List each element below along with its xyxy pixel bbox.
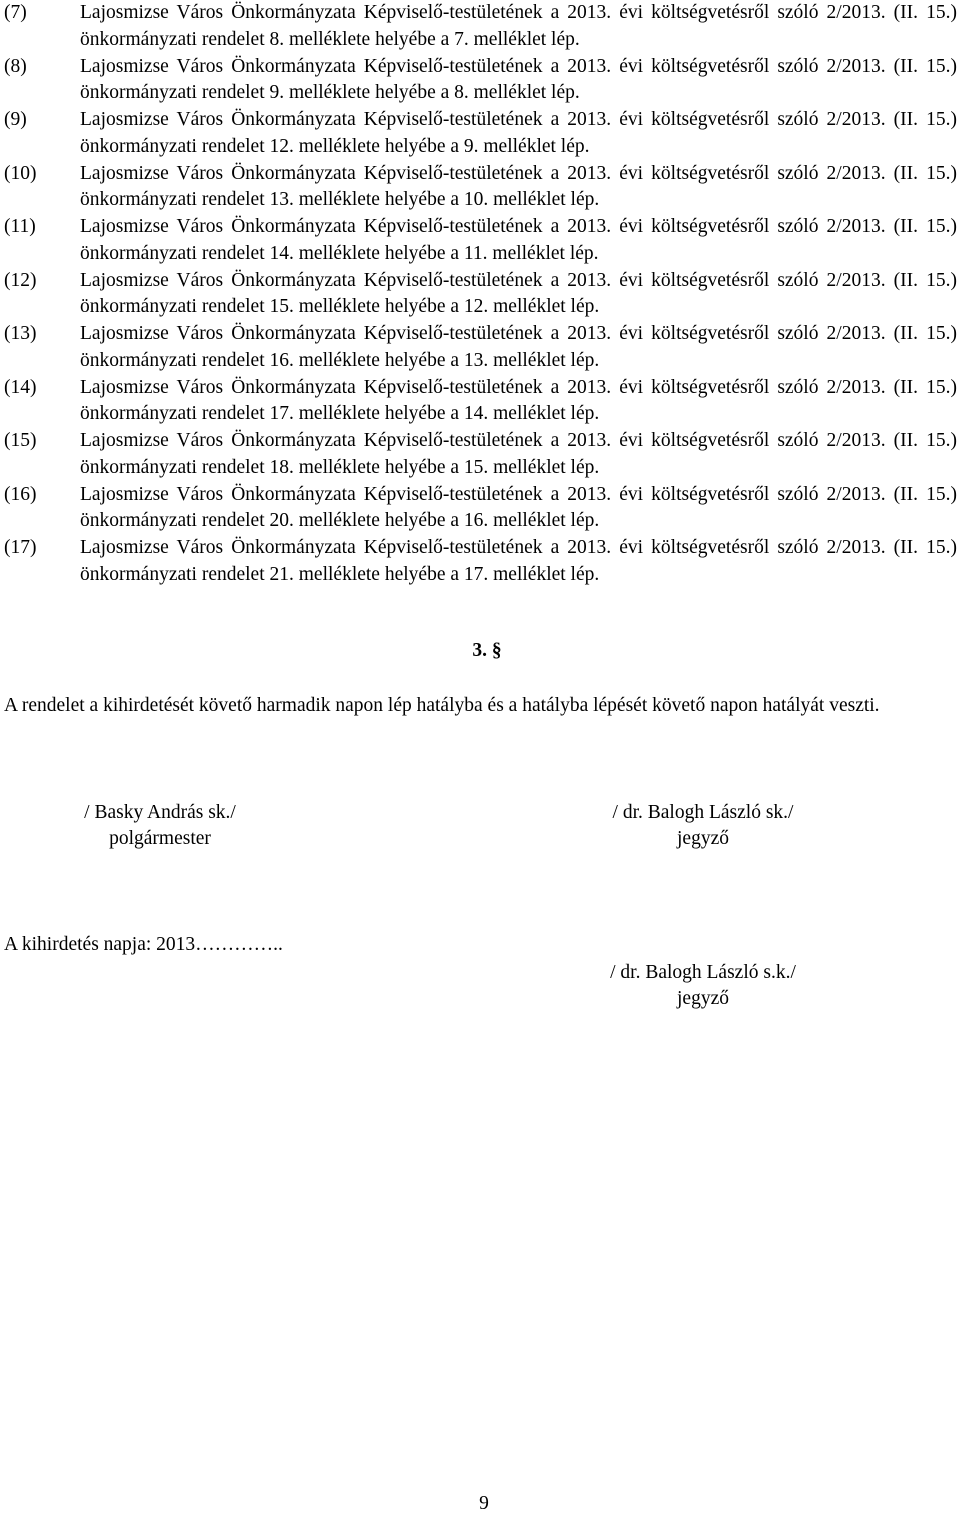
provision-item (4, 535, 957, 589)
provision-item (4, 107, 957, 161)
provision-number: (15) (4, 430, 37, 451)
mayor-title: polgármester (109, 828, 211, 849)
provision-item (4, 54, 957, 108)
provision-item (4, 0, 957, 54)
mayor-name: / Basky András sk./ (84, 802, 236, 823)
section-body: A rendelet a kihirdetését követő harmadik napon lép hatályba és a hatályba lépését követő napon hatályát veszti. (4, 695, 880, 716)
mayor-signature-block (60, 800, 260, 852)
provision-item (4, 161, 957, 215)
provision-text: Lajosmizse Város Önkormányzata Képviselő-testületének a 2013. évi költségvetésről szóló 2/2013. (II. 15.) önkormányzati rendelet 18. melléklete helyébe a 15. melléklet lép. (80, 430, 957, 478)
announcement-notary-name: / dr. Balogh László s.k./ (610, 962, 796, 983)
provision-number: (7) (4, 2, 27, 23)
provision-item (4, 375, 957, 429)
provision-number: (8) (4, 55, 27, 77)
provision-text: Lajosmizse Város Önkormányzata Képviselő-testületének a 2013. évi költségvetésről szóló 2/2013. (II. 15.) önkormányzati rendelet 21. melléklete helyébe a 17. melléklet lép. (80, 537, 957, 585)
provision-text: Lajosmizse Város Önkormányzata Képviselő-testületének a 2013. évi költségvetésről szóló 2/2013. (II. 15.) önkormányzati rendelet 8. melléklete helyébe a 7. melléklet lép. (80, 2, 957, 50)
provision-number: (9) (4, 109, 27, 130)
announcement-notary-title: jegyző (677, 988, 729, 1009)
provision-number: (10) (4, 162, 37, 184)
announcement-signature-block (588, 960, 818, 1012)
provision-number: (12) (4, 269, 37, 291)
notary-signature-block (588, 800, 818, 852)
provision-number: (16) (4, 483, 37, 505)
provision-text: Lajosmizse Város Önkormányzata Képviselő-testületének a 2013. évi költségvetésről szóló 2/2013. (II. 15.) önkormányzati rendelet 14. melléklete helyébe a 11. melléklet lép. (80, 216, 957, 264)
provision-number: (14) (4, 376, 37, 398)
provision-text: Lajosmizse Város Önkormányzata Képviselő-testületének a 2013. évi költségvetésről szóló 2/2013. (II. 15.) önkormányzati rendelet 15. melléklete helyébe a 12. melléklet lép. (80, 269, 957, 317)
provision-number: (17) (4, 537, 37, 558)
notary-title: jegyző (677, 828, 729, 849)
provision-item (4, 482, 957, 536)
provision-item (4, 321, 957, 375)
notary-name: / dr. Balogh László sk./ (612, 802, 794, 823)
section-heading: 3. § (472, 640, 502, 661)
announcement-date: A kihirdetés napja: 2013………….. (4, 934, 283, 955)
provision-item (4, 428, 957, 482)
page-number: 9 (479, 1493, 489, 1514)
provision-text: Lajosmizse Város Önkormányzata Képviselő-testületének a 2013. évi költségvetésről szóló 2/2013. (II. 15.) önkormányzati rendelet 9. melléklete helyébe a 8. melléklet lép. (80, 55, 957, 103)
provision-text: Lajosmizse Város Önkormányzata Képviselő-testületének a 2013. évi költségvetésről szóló 2/2013. (II. 15.) önkormányzati rendelet 20. melléklete helyébe a 16. melléklet lép. (80, 483, 957, 531)
provision-item (4, 214, 957, 268)
provision-number: (11) (4, 216, 36, 237)
provision-text: Lajosmizse Város Önkormányzata Képviselő-testületének a 2013. évi költségvetésről szóló 2/2013. (II. 15.) önkormányzati rendelet 13. melléklete helyébe a 10. melléklet lép. (80, 162, 957, 210)
provision-list (4, 0, 957, 589)
provision-item (4, 268, 957, 322)
provision-number: (13) (4, 323, 37, 344)
provision-text: Lajosmizse Város Önkormányzata Képviselő-testületének a 2013. évi költségvetésről szóló 2/2013. (II. 15.) önkormányzati rendelet 12. melléklete helyébe a 9. melléklet lép. (80, 109, 957, 157)
provision-text: Lajosmizse Város Önkormányzata Képviselő-testületének a 2013. évi költségvetésről szóló 2/2013. (II. 15.) önkormányzati rendelet 17. melléklete helyébe a 14. melléklet lép. (80, 376, 957, 424)
provision-text: Lajosmizse Város Önkormányzata Képviselő-testületének a 2013. évi költségvetésről szóló 2/2013. (II. 15.) önkormányzati rendelet 16. melléklete helyébe a 13. melléklet lép. (80, 323, 957, 371)
